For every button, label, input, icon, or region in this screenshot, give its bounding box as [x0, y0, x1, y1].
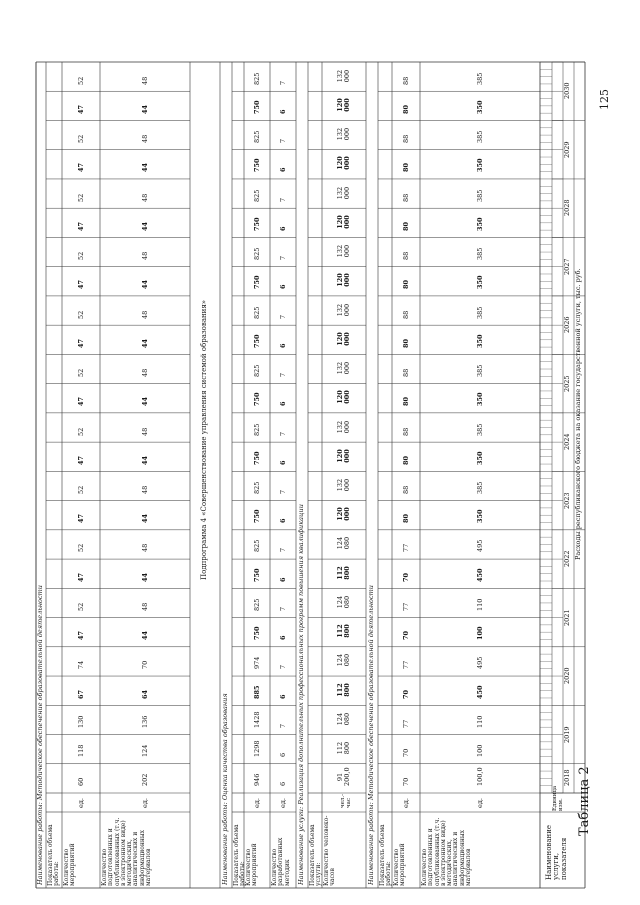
table-cell: 130 — [77, 715, 85, 728]
table-cell: 450 — [476, 685, 484, 699]
table-cell: 70 — [402, 748, 410, 758]
section-header: Наименование работы: Методическое обеспечение образовательной деятельности — [36, 585, 44, 885]
table-cell: 44 — [141, 514, 149, 524]
table-cell: 80 — [402, 455, 410, 465]
table-cell: 825 — [253, 540, 261, 553]
table-cell: 80 — [402, 338, 410, 348]
table-cell: 48 — [141, 427, 149, 436]
table-cell: 7 — [279, 138, 287, 144]
row-label: Количество мероприятий — [63, 843, 77, 886]
table-cell: 70 — [402, 631, 410, 641]
table-cell: 6 — [279, 343, 287, 348]
table-cell: 112 800 — [336, 624, 351, 638]
table-cell: 44 — [141, 163, 149, 173]
table-cell: 77 — [402, 544, 410, 553]
section-header: Подпрограмма 4 «Совершенствование управления системой образования» — [200, 299, 208, 580]
table-cell: 974 — [253, 656, 261, 670]
table-cell: 47 — [77, 572, 85, 582]
table-cell: 132 000 — [336, 361, 351, 375]
row-label: Показатель объема работы: — [379, 824, 393, 886]
table-cell: 750 — [253, 626, 261, 641]
section-header: Наименование работы: Оценка качества образования — [221, 693, 229, 885]
header-year: 2018 — [563, 769, 571, 787]
table-cell: 6 — [279, 226, 287, 231]
table-cell: 495 — [476, 656, 484, 670]
table-cell: 132 000 — [336, 478, 351, 492]
row-label: Количество подготовленных и опубликованных (т.ч. в электронном виде) методических, аналитических и информационных материалов — [421, 817, 473, 886]
table-cell: 825 — [253, 72, 261, 85]
row-unit: ед. — [402, 798, 410, 808]
table-cell: 385 — [476, 130, 484, 144]
table-cell: 7 — [279, 723, 287, 728]
table-cell: 136 — [141, 715, 149, 728]
table-cell: 44 — [141, 455, 149, 465]
table-cell: 495 — [476, 540, 484, 553]
table-cell: 110 — [476, 715, 484, 728]
header-year: 2022 — [563, 550, 571, 568]
table-cell: 47 — [77, 163, 85, 173]
table-cell: 7 — [279, 548, 287, 553]
header-name-label: Наименование услуги, показателя — [545, 825, 568, 880]
header-year: 2029 — [563, 141, 571, 158]
table-cell: 124 080 — [336, 712, 351, 726]
table-cell: 88 — [402, 193, 410, 202]
table-cell: 48 — [141, 193, 149, 202]
table-cell: 132 000 — [336, 244, 351, 258]
table-cell: 70 — [402, 572, 410, 582]
table-cell: 100 — [476, 626, 484, 641]
table-cell: 6 — [279, 782, 287, 787]
table-cell: 48 — [141, 485, 149, 494]
table-cell: 112 800 — [336, 741, 351, 755]
table-cell: 80 — [402, 104, 410, 114]
table-cell: 88 — [402, 368, 410, 378]
table-cell: 52 — [77, 251, 85, 261]
row-unit: ед. — [279, 798, 287, 808]
table-cell: 120 000 — [336, 507, 351, 522]
table-cell: 132 000 — [336, 420, 351, 433]
header-expenses-label: Расходы республиканского бюджета на оказание государственной услуги, тыс. руб. — [574, 268, 582, 560]
table-cell: 52 — [77, 544, 85, 553]
table-cell: 202 — [141, 773, 149, 787]
table-cell: 67 — [77, 689, 85, 699]
table-cell: 77 — [402, 661, 410, 670]
table-cell: 120 000 — [336, 273, 351, 288]
table-cell: 52 — [77, 134, 85, 144]
table-cell: 7 — [279, 606, 287, 611]
table-cell: 350 — [476, 451, 484, 465]
table-cell: 70 — [141, 661, 149, 670]
table-cell: 48 — [141, 76, 149, 85]
section-header: Наименование услуги: Реализация дополнительных профессиональных программ повышения квалификации — [297, 504, 305, 885]
table-cell: 124 — [141, 744, 149, 758]
table-cell: 385 — [476, 306, 484, 319]
table-cell: 88 — [402, 427, 410, 436]
table-cell: 7 — [279, 314, 287, 319]
table-cell: 750 — [253, 158, 261, 173]
table-cell: 825 — [253, 189, 261, 202]
table-cell: 80 — [402, 163, 410, 173]
table-cell: 750 — [253, 509, 261, 524]
table-cell: 750 — [253, 451, 261, 465]
table-cell: 47 — [77, 455, 85, 465]
table-cell: 132 000 — [336, 127, 351, 141]
table-cell: 7 — [279, 489, 287, 494]
table-cell: 48 — [141, 368, 149, 378]
table-cell: 118 — [77, 744, 85, 758]
table-cell: 47 — [77, 338, 85, 348]
table-cell: 120 000 — [336, 215, 351, 229]
table-cell: 385 — [476, 364, 484, 378]
table-cell: 350 — [476, 100, 484, 114]
table-cell: 350 — [476, 217, 484, 231]
table-cell: 946 — [253, 773, 261, 787]
table-cell: 6 — [279, 518, 287, 524]
row-unit: ед. — [141, 798, 149, 808]
row-unit: ед. — [77, 798, 85, 808]
table-cell: 825 — [253, 598, 261, 611]
table-cell: 7 — [279, 80, 287, 85]
table-cell: 112 800 — [336, 682, 351, 697]
table-cell: 52 — [77, 76, 85, 85]
row-unit: ед. — [253, 798, 261, 808]
table-cell: 88 — [402, 134, 410, 144]
table-cell: 6 — [279, 635, 287, 641]
table-cell: 1428 — [253, 711, 261, 728]
table-cell: 91 200,0 — [336, 767, 351, 787]
table-cell: 7 — [279, 372, 287, 378]
table-cell: 385 — [476, 72, 484, 85]
table-cell: 825 — [253, 306, 261, 319]
table-cell: 825 — [253, 423, 261, 436]
table-cell: 52 — [77, 427, 85, 436]
table-cell: 6 — [279, 167, 287, 173]
row-label: Количество разработанных методик — [271, 837, 291, 886]
table-cell: 52 — [77, 485, 85, 494]
table-cell: 100,0 — [476, 767, 484, 787]
header-year: 2028 — [563, 199, 571, 217]
table-cell: 44 — [141, 104, 149, 114]
table-cell: 6 — [279, 752, 287, 758]
table-cell: 44 — [141, 572, 149, 582]
table-cell: 132 000 — [336, 69, 351, 82]
table-cell: 80 — [402, 514, 410, 524]
table-cell: 74 — [77, 661, 85, 670]
table-cell: 47 — [77, 397, 85, 407]
table-cell: 750 — [253, 100, 261, 114]
row-label: Показатель объема работы: — [233, 824, 247, 886]
table-cell: 88 — [402, 76, 410, 85]
table-cell: 750 — [253, 275, 261, 290]
table-cell: 70 — [402, 778, 410, 787]
table-cell: 77 — [402, 602, 410, 611]
table-cell: 52 — [77, 602, 85, 611]
table-cell: 120 000 — [336, 448, 351, 463]
row-label: Показатель объема работы: — [47, 824, 61, 886]
table-cell: 48 — [141, 134, 149, 144]
table-cell: 1298 — [253, 740, 261, 758]
table-cell: 7 — [279, 255, 287, 261]
row-label: Количество подготовленных и опубликованных (т.ч. в электронном виде) методических, аналитических и информационных материалов — [101, 817, 153, 886]
row-label: Количество мероприятий — [393, 843, 407, 886]
table-cell: 6 — [279, 577, 287, 582]
table-cell: 100 — [476, 744, 484, 758]
row-label: Количество человеко-часов — [323, 815, 337, 886]
table-cell: 48 — [141, 544, 149, 553]
header-year: 2019 — [563, 725, 571, 743]
table-cell: 385 — [476, 189, 484, 202]
table-cell: 44 — [141, 397, 149, 407]
table-cell: 885 — [253, 685, 261, 699]
table-cell: 47 — [77, 280, 85, 290]
table-title: Таблица 2 — [577, 766, 592, 836]
table-cell: 44 — [141, 221, 149, 231]
table-cell: 6 — [279, 694, 287, 699]
table-cell: 52 — [77, 310, 85, 319]
header-year: 2027 — [563, 258, 571, 275]
row-unit: ед. — [476, 798, 484, 808]
table-cell: 47 — [77, 631, 85, 641]
table-cell: 47 — [77, 221, 85, 231]
table-cell: 112 800 — [336, 565, 351, 580]
table-cell: 6 — [279, 109, 287, 114]
table-cell: 110 — [476, 598, 484, 611]
header-year: 2021 — [563, 609, 571, 626]
table-cell: 7 — [279, 431, 287, 436]
header-year: 2020 — [563, 667, 571, 685]
table-cell: 825 — [253, 130, 261, 144]
table-cell: 825 — [253, 481, 261, 494]
table-cell: 60 — [77, 778, 85, 787]
table-cell: 47 — [77, 514, 85, 524]
row-label: Показатель объема услуги: — [309, 824, 323, 886]
table-cell: 88 — [402, 310, 410, 319]
table-cell: 385 — [476, 247, 484, 261]
table-cell: 120 000 — [336, 331, 351, 346]
table-cell: 7 — [279, 197, 287, 202]
table-cell: 6 — [279, 284, 287, 290]
table-cell: 70 — [402, 689, 410, 699]
table-cell: 385 — [476, 481, 484, 494]
table-cell: 132 000 — [336, 186, 351, 199]
table-cell: 48 — [141, 310, 149, 319]
header-year: 2026 — [563, 316, 571, 334]
header-unit-label: Единица изм. — [552, 785, 564, 811]
header-year: 2030 — [563, 82, 571, 100]
section-header: Наименование работы: Методическое обеспечение образовательной деятельности — [367, 585, 375, 885]
header-year: 2025 — [563, 375, 571, 392]
table-cell: 80 — [402, 280, 410, 290]
table-cell: 825 — [253, 364, 261, 378]
table-cell: 750 — [253, 334, 261, 348]
table-cell: 7 — [279, 665, 287, 670]
table-cell: 120 000 — [336, 390, 351, 405]
table-cell: 80 — [402, 221, 410, 231]
table-cell: 120 000 — [336, 156, 351, 171]
table-cell: 350 — [476, 158, 484, 173]
table-cell: 64 — [141, 689, 149, 699]
table-cell: 124 080 — [336, 595, 351, 609]
table-cell: 6 — [279, 460, 287, 465]
table-cell: 88 — [402, 485, 410, 494]
table-cell: 47 — [77, 104, 85, 114]
table-cell: 44 — [141, 280, 149, 290]
table-cell: 124 080 — [336, 537, 351, 550]
row-unit: чел.-час — [340, 794, 352, 808]
table-cell: 450 — [476, 568, 484, 582]
table-cell: 350 — [476, 275, 484, 290]
header-year: 2024 — [563, 433, 571, 451]
table-cell: 385 — [476, 423, 484, 436]
row-label: Количество мероприятий — [245, 843, 259, 886]
table-cell: 750 — [253, 392, 261, 407]
header-year: 2023 — [563, 492, 571, 509]
table-cell: 52 — [77, 368, 85, 378]
table-cell: 44 — [141, 631, 149, 641]
table-cell: 44 — [141, 338, 149, 348]
table-cell: 77 — [402, 719, 410, 728]
page-number: 125 — [598, 89, 611, 110]
table-cell: 48 — [141, 251, 149, 261]
table-cell: 825 — [253, 247, 261, 261]
table-cell: 350 — [476, 509, 484, 524]
table-cell: 80 — [402, 397, 410, 407]
table-cell: 750 — [253, 217, 261, 231]
table-cell: 750 — [253, 568, 261, 582]
table-cell: 88 — [402, 251, 410, 261]
table-cell: 6 — [279, 401, 287, 407]
table-cell: 120 000 — [336, 98, 351, 112]
table-cell: 350 — [476, 392, 484, 407]
table-cell: 48 — [141, 602, 149, 611]
table-cell: 350 — [476, 334, 484, 348]
table-cell: 52 — [77, 193, 85, 202]
table-cell: 132 000 — [336, 303, 351, 316]
table-cell: 124 080 — [336, 654, 351, 667]
